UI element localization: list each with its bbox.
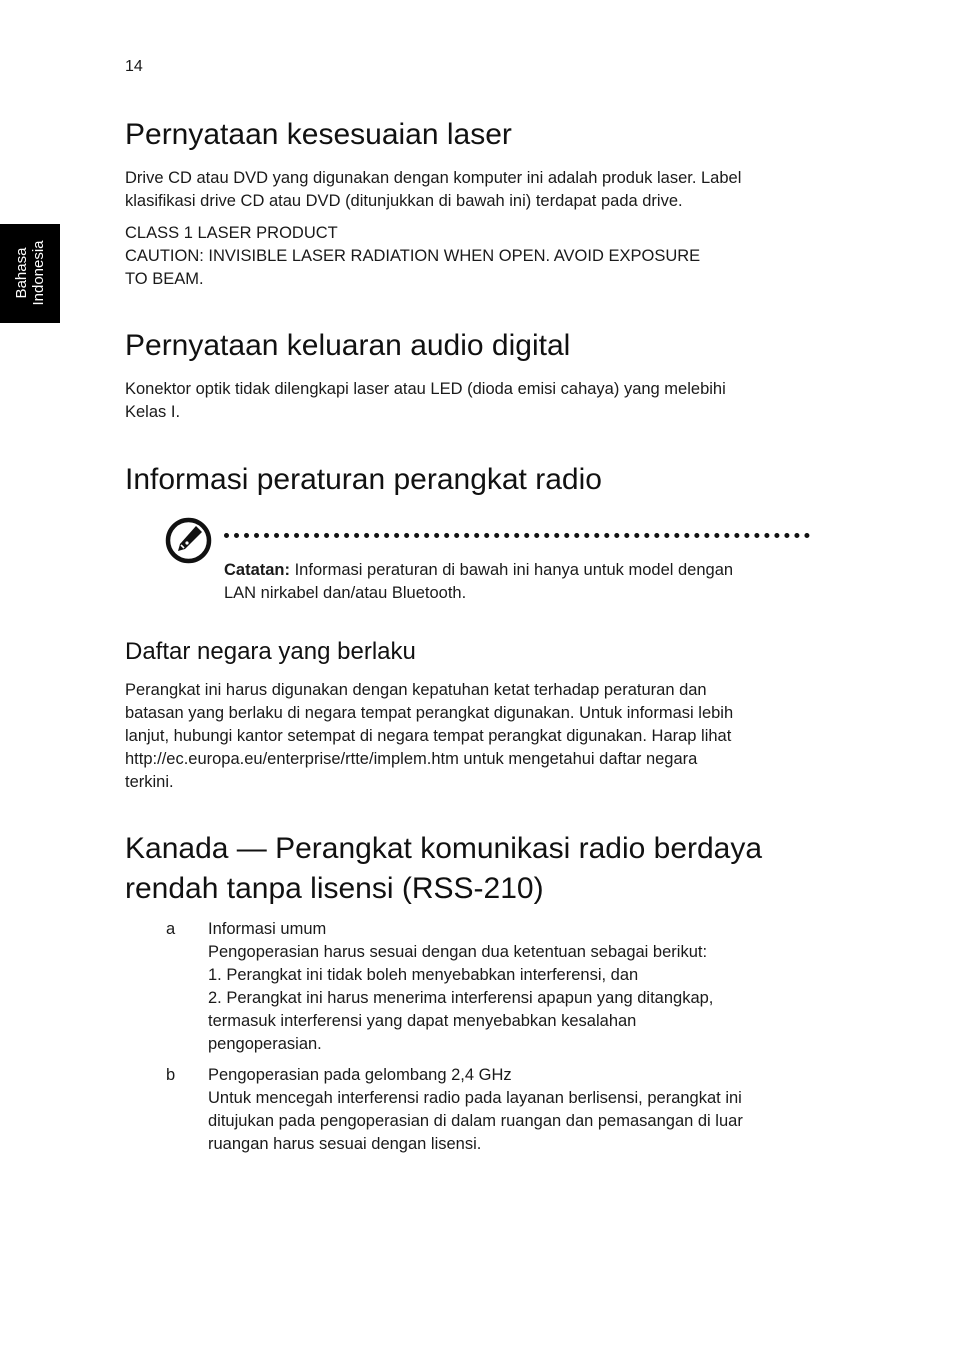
note-text-line2: LAN nirkabel dan/atau Bluetooth. bbox=[224, 584, 467, 602]
list-item-line: Informasi umum bbox=[208, 920, 327, 938]
language-side-tab bbox=[0, 224, 60, 323]
audio-paragraph-line: Kelas I. bbox=[125, 403, 181, 421]
note-label: Catatan: bbox=[224, 561, 291, 579]
list-marker: b bbox=[166, 1066, 176, 1084]
list-item-line: pengoperasian. bbox=[208, 1035, 322, 1053]
note-text-line1: Informasi peraturan di bawah ini hanya untuk model dengan bbox=[290, 561, 734, 579]
language-side-tab-line1: Bahasa bbox=[13, 247, 30, 299]
list-item-line: Untuk mencegah interferensi radio pada layanan berlisensi, perangkat ini bbox=[208, 1089, 742, 1107]
countries-paragraph-line: http://ec.europa.eu/enterprise/rtte/implem.htm untuk mengetahui daftar negara bbox=[125, 750, 698, 768]
list-item-line: termasuk interferensi yang dapat menyebabkan kesalahan bbox=[208, 1012, 637, 1030]
canada-heading-line2: rendah tanpa lisensi (RSS-210) bbox=[125, 872, 544, 905]
laser-label-line: CAUTION: INVISIBLE LASER RADIATION WHEN OPEN. AVOID EXPOSURE bbox=[125, 247, 701, 265]
laser-paragraph-line: klasifikasi drive CD atau DVD (ditunjukkan di bawah ini) terdapat pada drive. bbox=[125, 192, 683, 210]
countries-paragraph-line: terkini. bbox=[125, 773, 174, 791]
language-side-tab-label bbox=[13, 224, 47, 323]
list-item-body bbox=[208, 1064, 818, 1156]
radio-heading: Informasi peraturan perangkat radio bbox=[125, 463, 602, 496]
audio-paragraph bbox=[125, 378, 815, 424]
countries-heading: Daftar negara yang berlaku bbox=[125, 638, 416, 665]
note-divider bbox=[224, 533, 810, 538]
countries-paragraph bbox=[125, 679, 815, 794]
countries-paragraph-line: batasan yang berlaku di negara tempat perangkat digunakan. Untuk informasi lebih bbox=[125, 704, 734, 722]
canada-heading-line1: Kanada — Perangkat komunikasi radio berdaya bbox=[125, 832, 763, 865]
language-side-tab-line2: Indonesia bbox=[30, 240, 47, 306]
laser-paragraph bbox=[125, 167, 815, 213]
audio-heading: Pernyataan keluaran audio digital bbox=[125, 329, 571, 362]
laser-paragraph-line: Drive CD atau DVD yang digunakan dengan komputer ini adalah produk laser. Label bbox=[125, 169, 742, 187]
list-marker: a bbox=[166, 920, 176, 938]
note-text bbox=[224, 559, 814, 605]
list-item-line: Pengoperasian harus sesuai dengan dua ketentuan sebagai berikut: bbox=[208, 943, 708, 961]
laser-label-line: CLASS 1 LASER PRODUCT bbox=[125, 224, 338, 242]
list-item-line: Pengoperasian pada gelombang 2,4 GHz bbox=[208, 1066, 512, 1084]
page-number: 14 bbox=[125, 58, 143, 75]
list-item-line: ruangan harus sesuai dengan lisensi. bbox=[208, 1135, 482, 1153]
audio-paragraph-line: Konektor optik tidak dilengkapi laser atau LED (dioda emisi cahaya) yang melebihi bbox=[125, 380, 726, 398]
list-item-body bbox=[208, 918, 818, 1056]
list-item-line: 2. Perangkat ini harus menerima interferensi apapun yang ditangkap, bbox=[208, 989, 714, 1007]
laser-label-paragraph bbox=[125, 222, 815, 291]
list-item-line: 1. Perangkat ini tidak boleh menyebabkan interferensi, dan bbox=[208, 966, 639, 984]
countries-paragraph-line: lanjut, hubungi kantor setempat di negara tempat perangkat digunakan. Harap lihat bbox=[125, 727, 732, 745]
pen-note-icon bbox=[165, 517, 212, 564]
list-item-line: ditujukan pada pengoperasian di dalam ruangan dan pemasangan di luar bbox=[208, 1112, 743, 1130]
laser-heading: Pernyataan kesesuaian laser bbox=[125, 118, 512, 151]
laser-label-line: TO BEAM. bbox=[125, 270, 204, 288]
countries-paragraph-line: Perangkat ini harus digunakan dengan kepatuhan ketat terhadap peraturan dan bbox=[125, 681, 707, 699]
